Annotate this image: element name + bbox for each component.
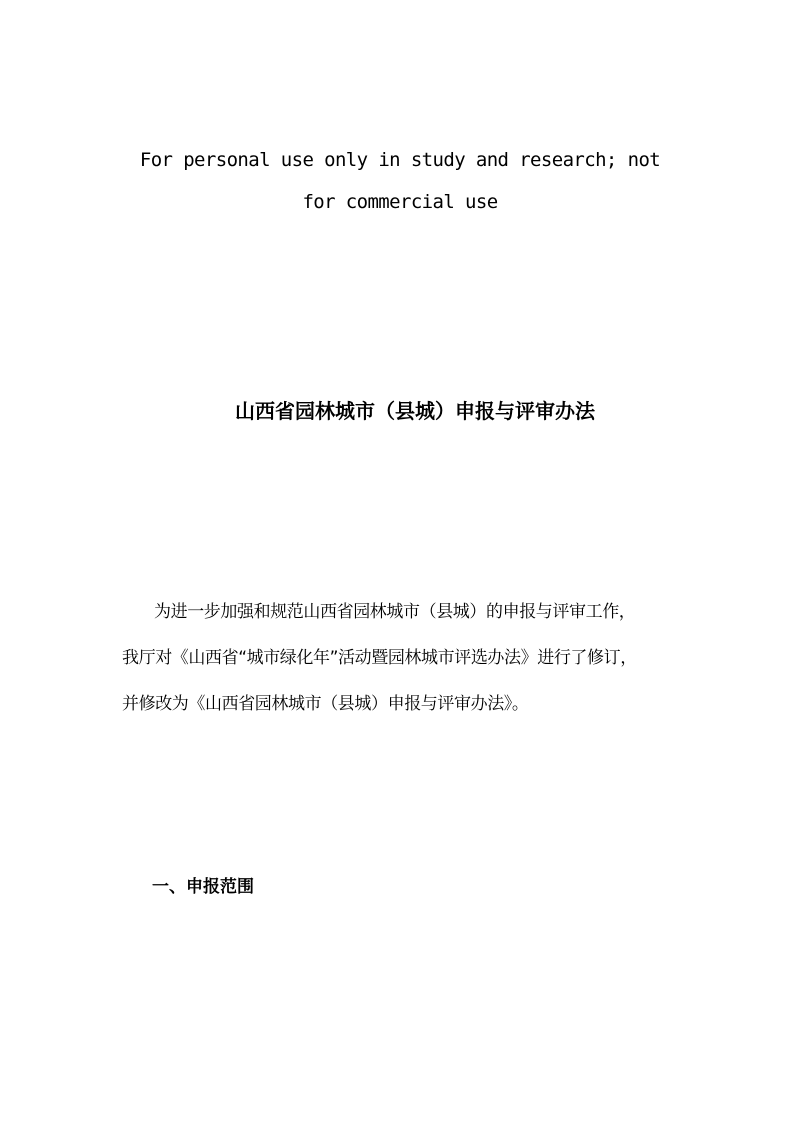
section-heading-scope: 一、申报范围 [152,877,254,897]
disclaimer-line-2: for commercial use [302,191,498,213]
intro-paragraph [122,589,692,727]
intro-paragraph-line-1: 为进一步加强和规范山西省园林城市（县城）的申报与评审工作， [154,602,636,622]
document-title: 山西省园林城市（县城）申报与评审办法 [235,399,595,423]
disclaimer-notice [110,139,690,223]
intro-paragraph-line-2: 我厅对《山西省“城市绿化年”活动暨园林城市评选办法》进行了修订， [122,648,637,668]
disclaimer-line-1: For personal use only in study and research; not [139,149,661,171]
intro-paragraph-line-3: 并修改为《山西省园林城市（县城）申报与评审办法》。 [122,694,529,714]
